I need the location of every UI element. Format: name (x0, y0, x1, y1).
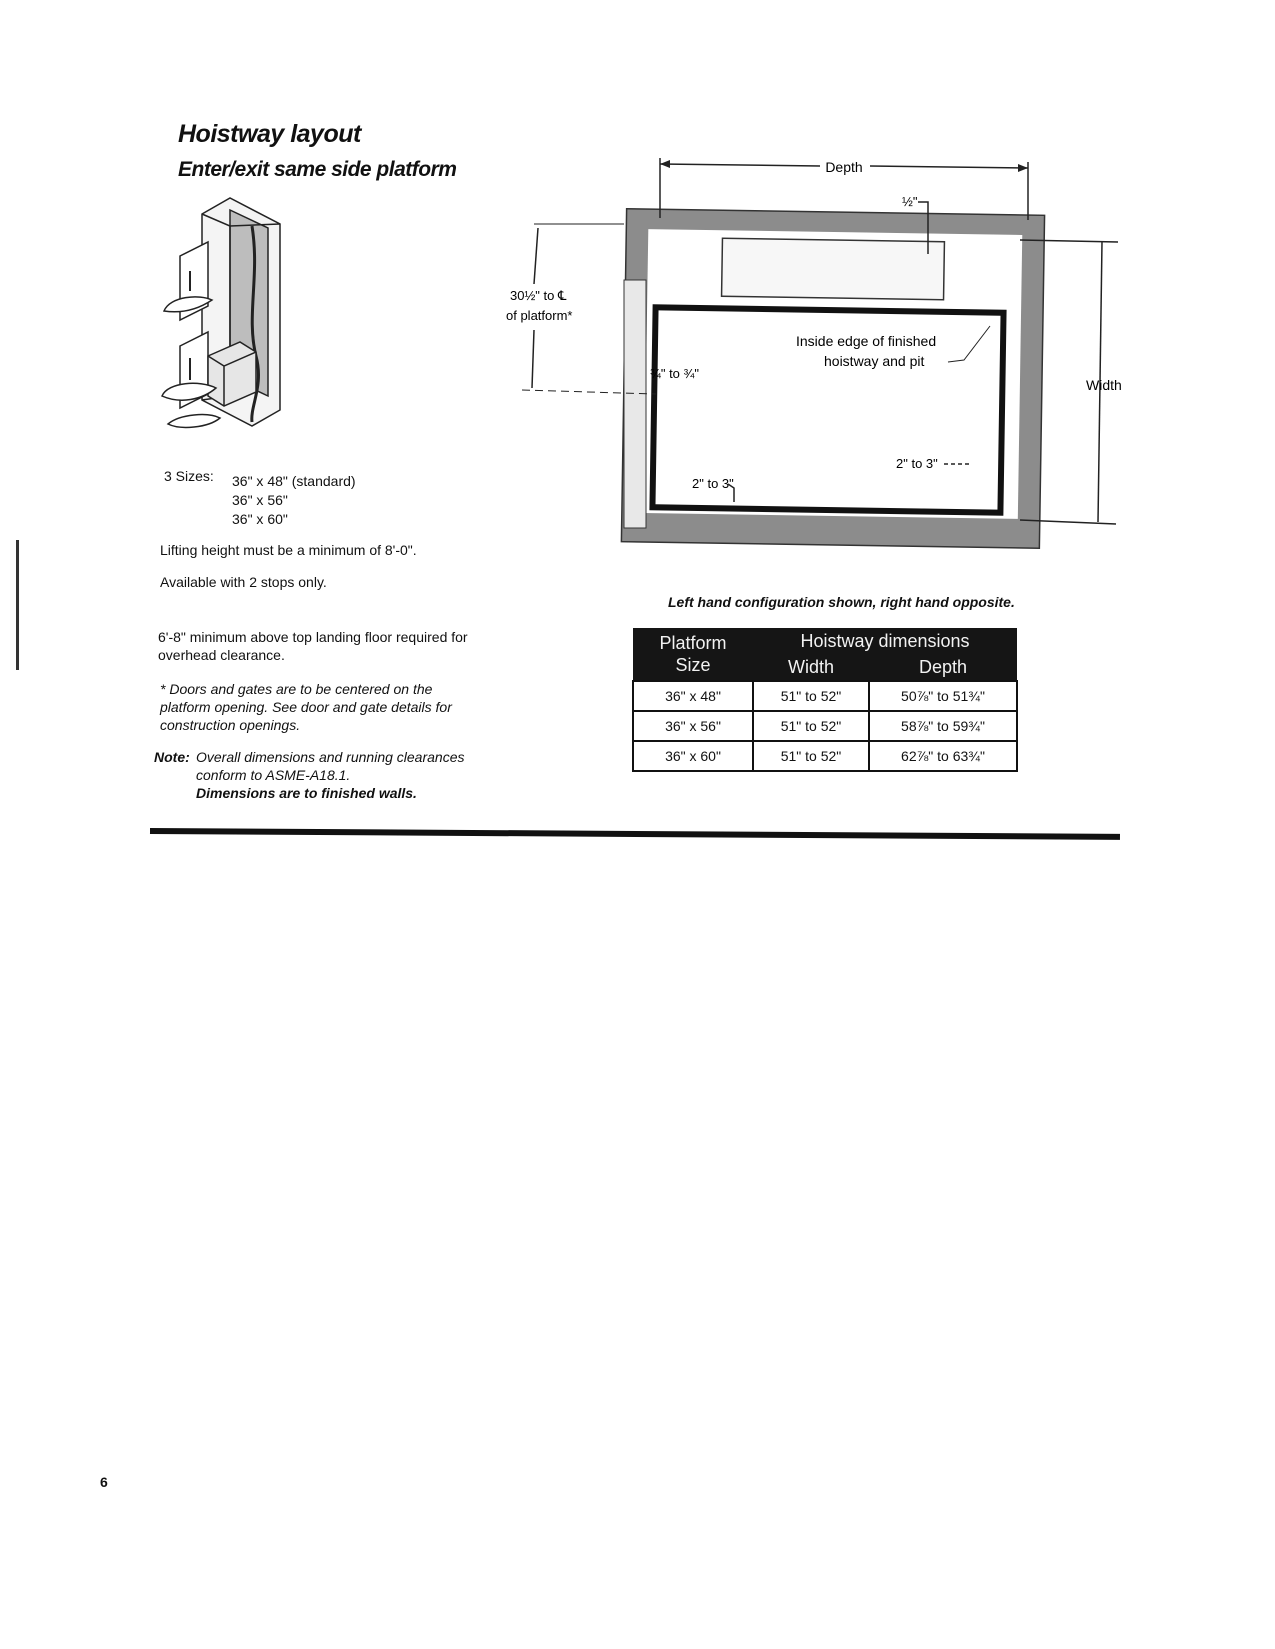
gap-right-label: 2" to 3" (896, 456, 938, 471)
lifting-height-note: Lifting height must be a minimum of 8'-0". (160, 542, 417, 558)
cell-size: 36" x 56" (633, 711, 753, 741)
page-subtitle: Enter/exit same side platform (178, 158, 457, 181)
half-inch-label: ½" (902, 194, 918, 209)
note-label: Note: (154, 749, 190, 765)
sizes-list (232, 472, 356, 529)
inside-edge-label-1: Inside edge of finished (796, 333, 937, 349)
section-divider (150, 828, 1120, 840)
inside-edge-label-2: hoistway and pit (824, 353, 925, 369)
sizes-label: 3 Sizes: (164, 468, 214, 484)
cell-width: 51" to 52" (753, 681, 869, 711)
gap-left-label: ¾" to ¾" (650, 366, 699, 381)
platform-center-label-2: of platform* (506, 308, 573, 323)
page-number: 6 (100, 1474, 108, 1490)
note-line-1: Overall dimensions and running clearances conform to ASME-A18.1. (196, 749, 465, 783)
platform-center-label-1: 30½" to ℄ (510, 288, 567, 303)
door-opening (624, 280, 646, 528)
lift-illustration (160, 196, 290, 430)
header-platform-size: Platform Size (633, 628, 753, 681)
dimensions-table (632, 628, 1018, 772)
cell-width: 51" to 52" (753, 741, 869, 771)
cell-depth: 58⅞" to 59¾" (869, 711, 1017, 741)
table-header-row (633, 628, 1017, 654)
cell-size: 36" x 48" (633, 681, 753, 711)
size-item: 36" x 48" (standard) (232, 473, 356, 489)
table-row (633, 681, 1017, 711)
gap-bottom-label: 2" to 3" (692, 476, 734, 491)
table-row (633, 711, 1017, 741)
header-width: Width (753, 654, 869, 681)
width-label: Width (1086, 377, 1122, 393)
cell-depth: 50⅞" to 51¾" (869, 681, 1017, 711)
size-item: 36" x 56" (232, 492, 288, 508)
note-line-2: Dimensions are to finished walls. (196, 785, 417, 801)
compliance-note (154, 748, 474, 802)
header-depth: Depth (869, 654, 1017, 681)
size-item: 36" x 60" (232, 511, 288, 527)
cell-size: 36" x 60" (633, 741, 753, 771)
depth-label: Depth (825, 159, 863, 175)
stops-note: Available with 2 stops only. (160, 574, 327, 590)
overhead-note: 6'-8" minimum above top landing floor required for overhead clearance. (158, 629, 468, 663)
scan-edge-mark (16, 540, 19, 670)
hoistway-plan-diagram (506, 150, 1140, 590)
machine-housing (722, 238, 945, 299)
cell-depth: 62⅞" to 63¾" (869, 741, 1017, 771)
table-row (633, 741, 1017, 771)
doors-note: * Doors and gates are to be centered on the platform opening. See door and gate details for construction openings. (160, 681, 452, 733)
cell-width: 51" to 52" (753, 711, 869, 741)
diagram-caption: Left hand configuration shown, right hand opposite. (668, 594, 1015, 610)
header-hoistway-dimensions: Hoistway dimensions (753, 628, 1017, 654)
page-title: Hoistway layout (178, 120, 361, 148)
